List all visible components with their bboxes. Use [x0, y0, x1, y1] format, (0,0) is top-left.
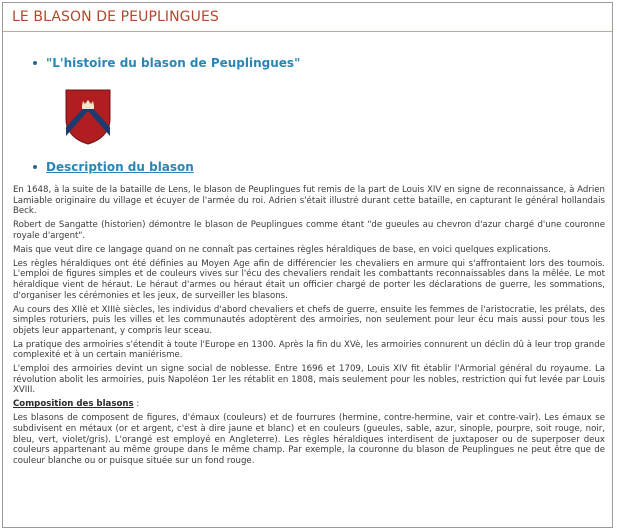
paragraph: En 1648, à la suite de la bataille de Lens, le blason de Peuplingues fut remis de la part de Louis XIV en signe de reconnaissance, à Adrien Lamiable originaire du village et écuyer de l'armée du roi. Adrien s'était illustré durant cette bataille, en capturant le général hollandais Beck.	[13, 185, 605, 217]
history-link[interactable]: "L'histoire du blason de Peuplingues"	[46, 56, 301, 70]
paragraph: Au cours des XIIè et XIIIè siècles, les individus d'abord chevaliers et chefs de guerre, ensuite les femmes de l'aristocratie, les prélats, des simples roturiers, puis les villes et les communautés adoptèrent des armoiries, non seulement pour leur écu mais aussi pour tous les objets leur appartenant, y compris leur sceau.	[13, 304, 605, 336]
composition-title: Composition des blasons	[13, 399, 134, 410]
section-header	[3, 3, 612, 32]
coat-of-arms-icon	[65, 89, 111, 145]
section-heading	[13, 399, 605, 410]
article-body	[13, 185, 605, 470]
paragraph: Mais que veut dire ce langage quand on ne connaît pas certaines règles héraldiques de base, en voici quelques explications.	[13, 244, 551, 255]
content-panel	[2, 2, 613, 528]
bullet-icon	[33, 165, 37, 169]
paragraph: Les blasons de composent de figures, d'émaux (couleurs) et de fourrures (hermine, contre-hermine, vair et contre-vair). Les émaux se subdivisent en métaux (or et argent, c'est à dire jaune et blanc) et en couleurs (gueules, sable, azur, sinople, pourpre, soit rouge, noir, bleu, vert, violet/gris). L'orangé est employé en Angleterre). Les règles héraldiques interdisent de juxtaposer ou de superposer deux couleurs appartenant au même groupe dans le même champ. Par exemple, la couronne du blason de Peuplingues ne peut être que de couleur blanche ou or puisque située sur un fond rouge.	[13, 413, 605, 466]
paragraph: Les règles héraldiques ont été définies au Moyen Age afin de différencier les chevaliers en armure qui s'affrontaient lors des tournois. L'emploi de figures simples et de couleurs vives sur l'écu des chevaliers rendait les combattants reconnaissables dans la mêlée. Le mot héraldique vient de héraut. Le héraut d'armes ou héraut était un officier chargé de porter les déclarations de guerre, les sommations, d'organiser les cérémonies et les jeux, de surveiller les blasons.	[13, 258, 605, 301]
bullet-icon	[33, 61, 37, 65]
page-title: LE BLASON DE PEUPLINGUES	[12, 9, 219, 25]
paragraph: Robert de Sangatte (historien) démontre le blason de Peuplingues comme étant "de gueules au chevron d'azur chargé d'une couronne royale d'argent".	[13, 220, 605, 241]
paragraph: La pratique des armoiries s'étendit à toute l'Europe en 1300. Après la fin du XVè, les armoiries connurent un déclin dû à leur trop grande complexité et à un certain maniérisme.	[13, 339, 605, 361]
composition-title-suffix: :	[133, 399, 140, 410]
description-link[interactable]: Description du blason	[46, 160, 194, 174]
paragraph: L'emploi des armoiries devint un signe social de noblesse. Entre 1696 et 1709, Louis XIV fit établir l'Armorial général du royaume. La révolution abolit les armoiries, puis Napoléon 1er les rétablit en 1808, mais seulement pour les nobles, restriction qui fut levée par Louis XVIII.	[13, 364, 605, 396]
